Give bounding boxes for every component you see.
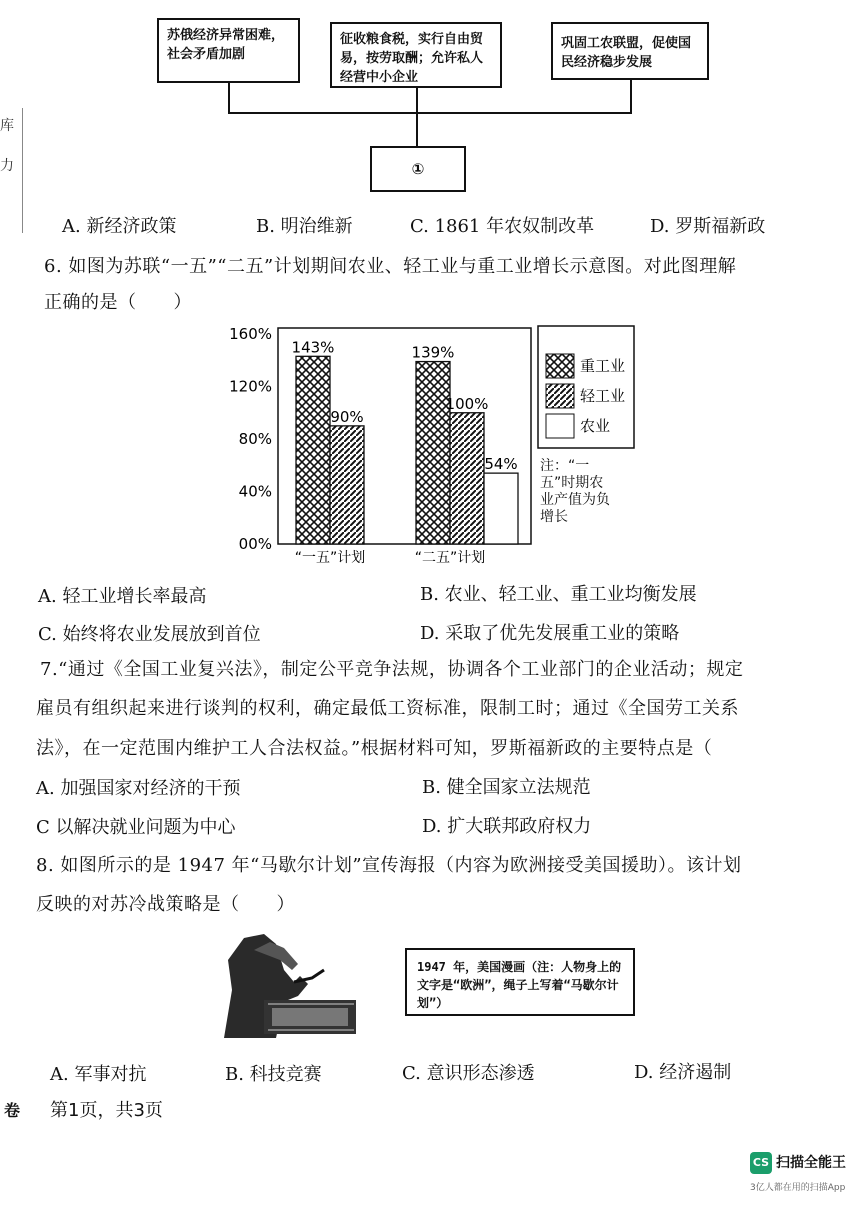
- blank-marker: ①: [411, 160, 425, 178]
- bar-轻工业-1: [450, 413, 484, 544]
- q5-option-d[interactable]: D. 罗斯福新政: [650, 216, 766, 237]
- q8-stem-line1: 8. 如图所示的是 1947 年“马歇尔计划”宣传海报（内容为欧洲接受美国援助）。该计划: [36, 855, 742, 876]
- bar-data-label: 90%: [330, 407, 364, 426]
- q7-option-b[interactable]: B. 健全国家立法规范: [422, 777, 591, 798]
- q6-option-a[interactable]: A. 轻工业增长率最高: [38, 586, 207, 607]
- legend-swatch-heavy: [546, 354, 574, 378]
- bar-轻工业-0: [330, 426, 364, 544]
- legend-swatch-agri: [546, 414, 574, 438]
- x-category-label: “一五”计划: [294, 550, 366, 566]
- q6-option-d[interactable]: D. 采取了优先发展重工业的策略: [420, 623, 680, 644]
- q8-stem-line2: 反映的对苏冷战策略是（ ）: [36, 894, 295, 915]
- y-tick-label: 160%: [229, 325, 272, 343]
- q6-stem-line2: 正确的是（ ）: [44, 292, 192, 313]
- legend-label-agri: 农业: [580, 417, 611, 435]
- legend: [538, 326, 634, 448]
- margin-mark: 卷: [4, 1101, 21, 1120]
- bar-data-label: 143%: [291, 338, 335, 357]
- q7-stem-line1: 7.“通过《全国工业复兴法》，制定公平竞争法规，协调各个工业部门的企业活动；规定: [40, 659, 744, 680]
- marshall-plan-cartoon: [214, 930, 364, 1040]
- q6-option-b[interactable]: B. 农业、轻工业、重工业均衡发展: [420, 584, 697, 605]
- q5-option-b[interactable]: B. 明治维新: [256, 216, 353, 237]
- page-number: 第1页，共3页: [50, 1100, 163, 1121]
- q6-stem-line1: 6. 如图为苏联“一五”“二五”计划期间农业、轻工业与重工业增长示意图。对此图理解: [44, 256, 737, 277]
- bar-重工业-0: [296, 356, 330, 544]
- q7-option-a[interactable]: A. 加强国家对经济的干预: [36, 778, 241, 799]
- chart-note: 注：“一五”时期农业产值为负增长: [540, 458, 610, 525]
- q8-option-c[interactable]: C. 意识形态渗透: [402, 1063, 535, 1084]
- q8-option-d[interactable]: D. 经济遏制: [634, 1062, 732, 1083]
- q7-option-c[interactable]: C 以解决就业问题为中心: [36, 817, 236, 838]
- q7-option-d[interactable]: D. 扩大联邦政府权力: [422, 816, 592, 837]
- flow-result-box: [370, 146, 466, 192]
- cartoon-caption-box: [405, 948, 635, 1016]
- y-tick-label: 00%: [238, 535, 272, 553]
- q7-stem-line2: 雇员有组织起来进行谈判的权利，确定最低工资标准，限制工时；通过《全国劳工关系: [36, 698, 739, 719]
- legend-swatch-light: [546, 384, 574, 408]
- bar-重工业-1: [416, 362, 450, 544]
- flow-box-1: 苏俄经济异常困难，社会矛盾加剧: [157, 18, 300, 83]
- q7-stem-line3: 法》，在一定范围内维护工人合法权益。”根据材料可知，罗斯福新政的主要特点是（: [36, 738, 713, 759]
- y-tick-label: 120%: [229, 377, 272, 396]
- flow-box-2: 征收粮食税，实行自由贸易，按劳取酬；允许私人经营中小企业: [330, 22, 502, 88]
- scanner-name: 扫描全能王: [776, 1155, 846, 1171]
- cartoon-caption: 1947 年，美国漫画（注：人物身上的文字是“欧洲”，绳子上写着“马歇尔计划”）: [417, 960, 622, 1010]
- q5-option-a[interactable]: A. 新经济政策: [62, 216, 177, 237]
- y-tick-label: 40%: [238, 482, 272, 501]
- x-category-label: “二五”计划: [414, 550, 486, 566]
- q6-option-c[interactable]: C. 始终将农业发展放到首位: [38, 624, 261, 645]
- scanner-slogan: 3亿人都在用的扫描App: [750, 1183, 846, 1193]
- left-margin-marks: 库 力: [0, 118, 14, 174]
- bar-data-label: 100%: [445, 394, 489, 413]
- q8-option-b[interactable]: B. 科技竞赛: [225, 1064, 322, 1085]
- q6-bar-chart: [218, 322, 638, 568]
- q8-option-a[interactable]: A. 军事对抗: [50, 1064, 147, 1085]
- y-tick-label: 80%: [238, 430, 272, 448]
- q5-option-c[interactable]: C. 1861 年农奴制改革: [410, 216, 595, 237]
- legend-label-light: 轻工业: [580, 387, 626, 405]
- bar-data-label: 54%: [484, 455, 518, 474]
- bar-农业-1: [484, 473, 518, 544]
- scanner-watermark: [750, 1150, 862, 1220]
- legend-label-heavy: 重工业: [580, 357, 626, 375]
- flow-box-3: 巩固工农联盟，促使国民经济稳步发展: [551, 22, 709, 80]
- cs-logo-icon: CS: [750, 1152, 772, 1174]
- bar-data-label: 139%: [411, 343, 455, 362]
